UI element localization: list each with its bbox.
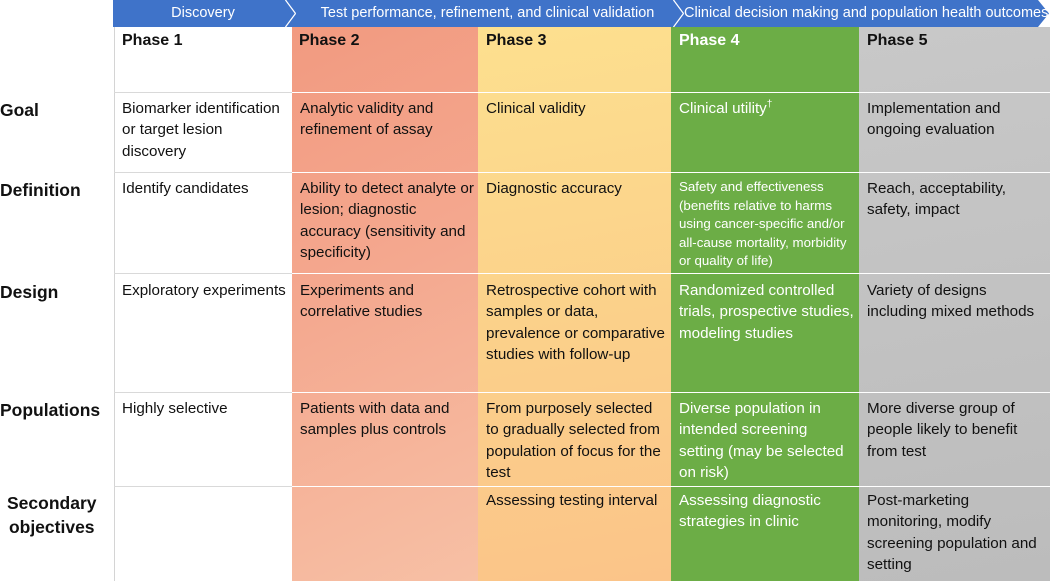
row-divider-p1-definition [114,172,292,173]
design-phase-3: Retrospective cohort with samples or data, prevalence or comparative studies with follow-up [486,282,665,363]
populations-phase-2: Patients with data and samples plus controls [300,400,450,439]
banner-label-outcomes: Clinical decision making and population health outcomes [684,5,1049,21]
phase-banner [113,0,1050,27]
row-label-secondary-line1: Secondary [7,493,97,513]
row-label-secondary [7,491,96,539]
phase-5-header: Phase 5 [867,32,928,49]
secondary-phase-3: Assessing testing interval [486,492,658,509]
definition-phase-2: Ability to detect analyte or lesion; diagnostic accuracy (sensitivity and specificity) [300,180,474,261]
secondary-phase-4: Assessing diagnostic strategies in clinic [679,492,821,531]
goal-phase-4 [679,98,854,119]
goal-phase-1: Biomarker identification or target lesion discovery [122,100,280,160]
definition-phase-5: Reach, acceptability, safety, impact [867,180,1007,219]
design-phase-4: Randomized controlled trials, prospective studies, modeling studies [679,282,854,342]
secondary-phase-5: Post-marketing monitoring, modify screening population and setting [867,492,1037,573]
grid-line-left [114,27,115,581]
row-divider-p1-secondary [114,486,292,487]
populations-phase-1: Highly selective [122,400,228,417]
definition-phase-3: Diagnostic accuracy [486,180,622,197]
phase-3-header: Phase 3 [486,32,547,49]
dagger-mark: † [766,98,773,110]
definition-phase-1: Identify candidates [122,180,249,197]
banner-label-discovery: Discovery [171,5,235,21]
goal-phase-2: Analytic validity and refinement of assay [300,100,434,139]
phase-4-header: Phase 4 [679,32,740,49]
phase-1-header: Phase 1 [122,32,183,49]
goal-phase-4-text: Clinical utility [679,100,767,117]
populations-phase-4: Diverse population in intended screening setting (may be selected on risk) [679,400,844,481]
populations-phase-5: More diverse group of people likely to benefit from test [867,400,1018,460]
design-phase-1: Exploratory experiments [122,282,286,299]
row-label-populations: Populations [0,400,101,420]
row-divider-p1-design [114,273,292,274]
goal-phase-5: Implementation and ongoing evaluation [867,100,1001,139]
row-label-design: Design [0,282,59,302]
phase-2-header: Phase 2 [299,32,360,49]
populations-phase-3: From purposely selected to gradually selected from population of focus for the test [486,400,661,481]
goal-phase-3: Clinical validity [486,100,586,117]
design-phase-2: Experiments and correlative studies [300,282,423,321]
design-phase-5: Variety of designs including mixed methods [867,282,1035,321]
row-label-goal: Goal [0,100,39,120]
row-divider-p1-populations [114,392,292,393]
banner-label-validation: Test performance, refinement, and clinical validation [320,5,655,21]
definition-phase-4: Safety and effectiveness (benefits relative to harms using cancer-specific and/or all-cause mortality, morbidity or quality of life) [679,179,847,269]
row-label-definition: Definition [0,180,81,200]
row-label-secondary-line2: objectives [8,517,95,537]
row-divider-p1-goal [114,92,292,93]
